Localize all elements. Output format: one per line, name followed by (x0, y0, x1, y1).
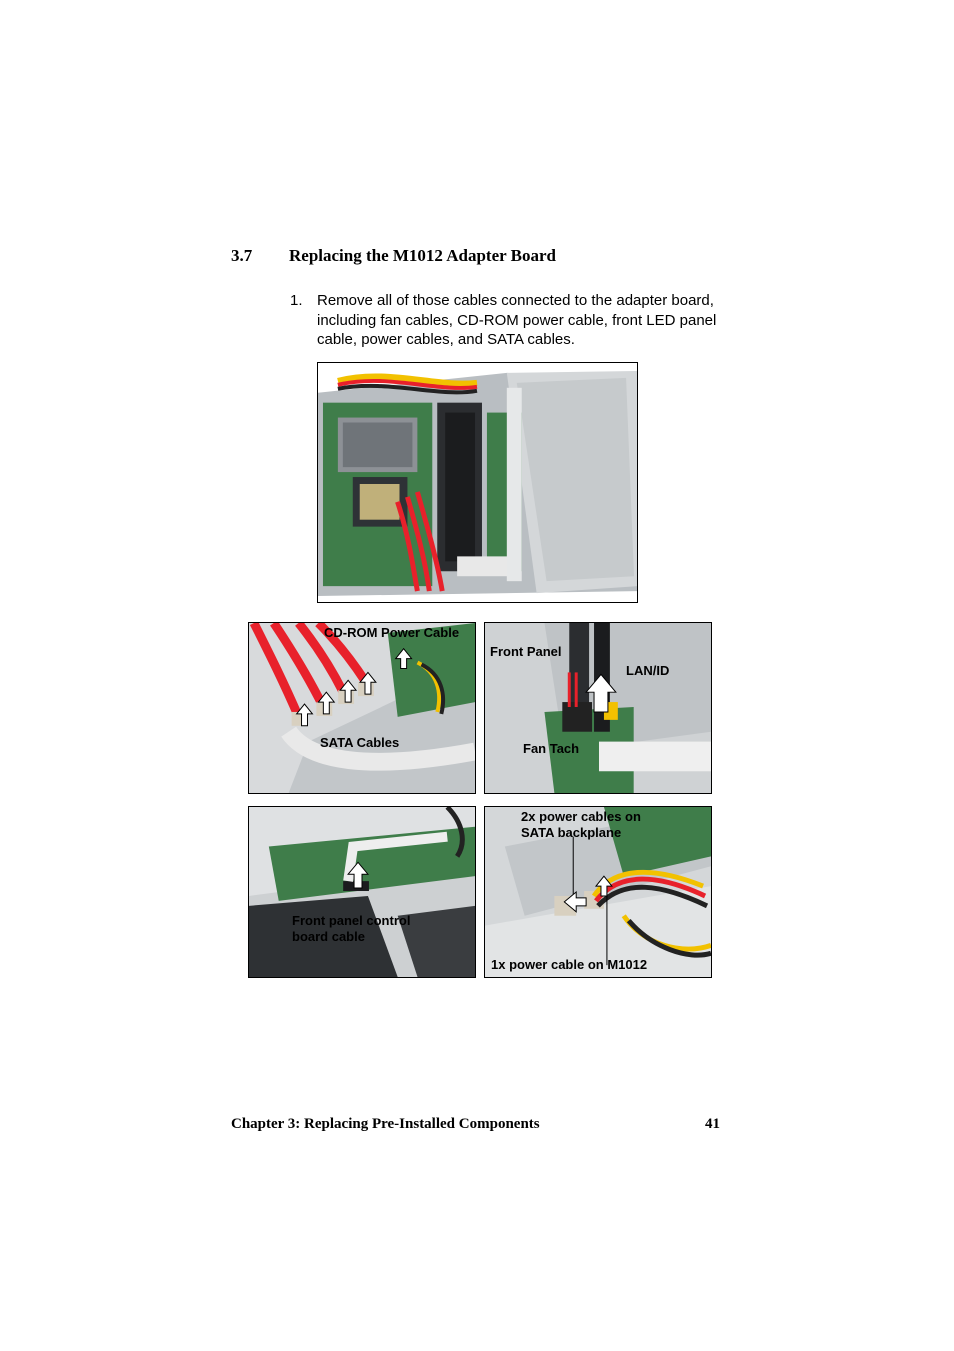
sata-cables-illustration (249, 623, 475, 793)
lan-id-label: LAN/ID (626, 663, 670, 678)
step-marker: 1. (290, 292, 303, 309)
section-heading (231, 246, 556, 266)
fan-tach-label: Fan Tach (523, 741, 580, 756)
footer-page-number: 41 (705, 1116, 720, 1132)
server-overview-illustration (318, 363, 637, 602)
section-number: 3.7 (231, 246, 253, 265)
step-item (290, 291, 730, 350)
front-panel-photo (484, 622, 712, 794)
front-panel-label: Front Panel (490, 644, 562, 659)
control-cable-label-line1: Front panel control (292, 913, 411, 928)
sata-cables-label: SATA Cables (320, 735, 400, 750)
server-overview-photo (317, 362, 638, 603)
step-text: Remove all of those cables connected to the adapter board, including fan cables, CD-ROM power cable, front LED panel cable, power cables, and SATA cables. (317, 292, 717, 348)
backplane-power-label-line1: 2x power cables on (521, 809, 641, 824)
backplane-power-label-line2: SATA backplane (521, 825, 622, 840)
control-cable-label-line2: board cable (292, 929, 365, 944)
section-title: Replacing the M1012 Adapter Board (289, 246, 556, 265)
control-board-illustration (249, 807, 475, 977)
control-board-cable-photo (248, 806, 476, 978)
footer-chapter: Chapter 3: Replacing Pre-Installed Components (231, 1116, 540, 1132)
sata-cables-photo (248, 622, 476, 794)
power-cables-photo (484, 806, 712, 978)
cdrom-power-cable-label: CD-ROM Power Cable (324, 625, 460, 640)
m1012-power-label: 1x power cable on M1012 (491, 957, 648, 972)
